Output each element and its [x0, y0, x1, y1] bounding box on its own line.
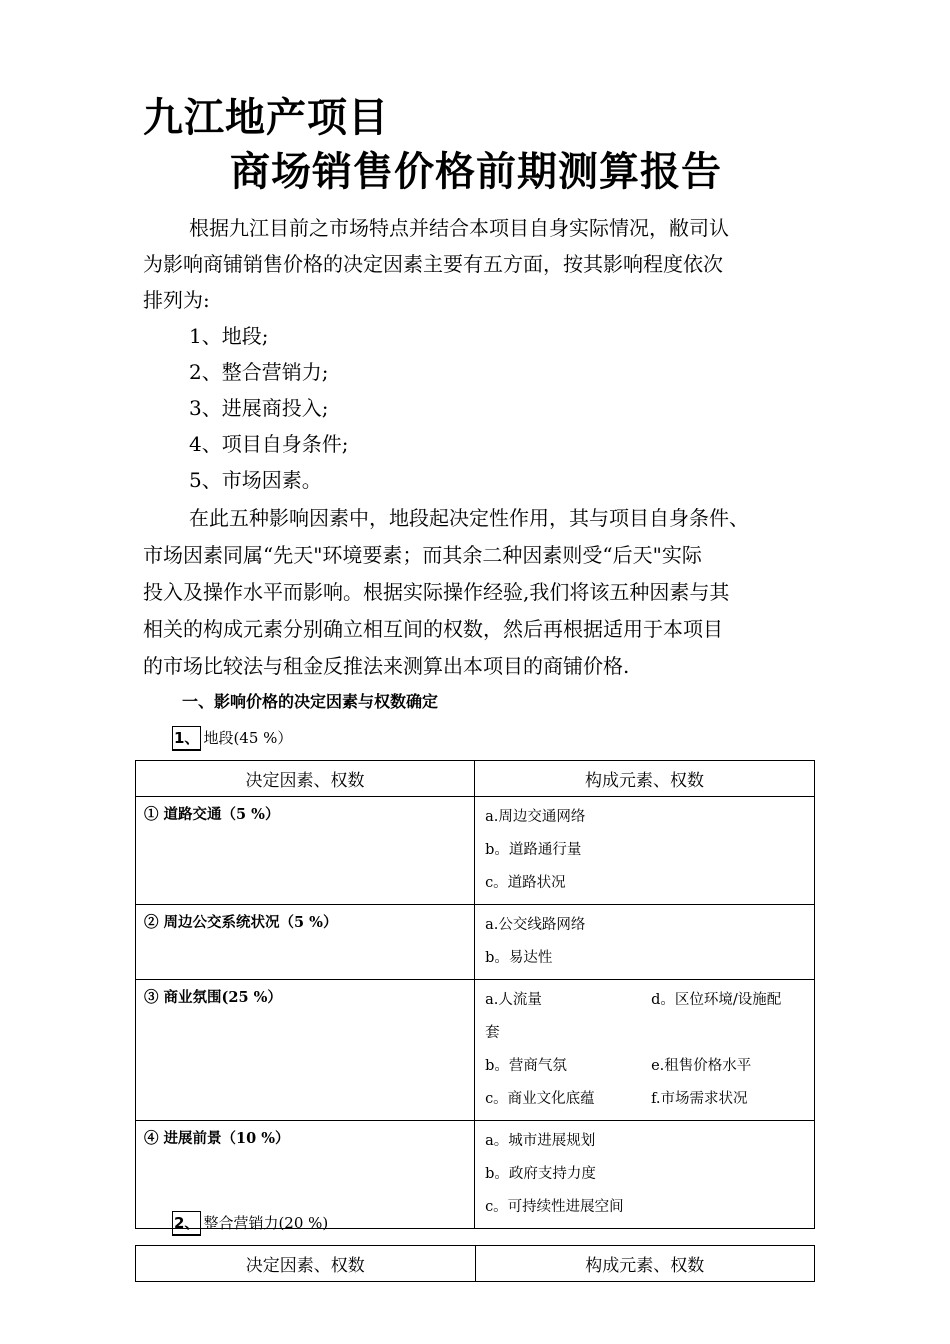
factor-cell	[136, 980, 475, 1121]
table-header-row	[136, 1246, 815, 1282]
element-pair	[485, 984, 804, 1017]
element-item: a。城市进展规划	[485, 1133, 596, 1149]
element-item: d。区位环境/设施配	[651, 992, 782, 1008]
element-item: b。道路通行量	[485, 842, 582, 858]
report-title-line2: 商场销售价格前期测算报告	[230, 149, 722, 195]
body-line-1: 在此五种影响因素中，地段起决定性作用，其与项目自身条件、	[189, 506, 749, 530]
element-item: a.人流量	[485, 992, 542, 1008]
factor-item: 5、市场因素。	[189, 468, 322, 492]
factor-cell	[136, 905, 475, 980]
table-row	[136, 905, 815, 980]
table-row	[136, 980, 815, 1121]
factor-cell	[136, 797, 475, 905]
factor-label: ② 周边公交系统状况（5 %）	[144, 914, 338, 931]
factor-item: 2、整合营销力;	[189, 360, 329, 384]
intro-line-2: 为影响商铺销售价格的决定因素主要有五方面，按其影响程度依次	[143, 252, 723, 276]
element-item: b。易达性	[485, 950, 553, 966]
marketing-factor-table	[135, 1245, 815, 1282]
factor-label: ③ 商业氛围(25 %）	[144, 989, 282, 1006]
factor-item: 4、项目自身条件;	[189, 432, 349, 456]
factor-label: ④ 进展前景（10 %）	[144, 1130, 290, 1147]
subheading-number: 1、	[172, 726, 201, 751]
element-item: b。政府支持力度	[485, 1166, 596, 1182]
factor-item: 1、地段;	[189, 324, 269, 348]
factor-item: 3、进展商投入;	[189, 396, 329, 420]
intro-line-3: 排列为:	[143, 288, 210, 312]
body-line-2: 市场因素同属“先天"环境要素；而其余二种因素则受“后天"实际	[143, 543, 702, 567]
body-line-3: 投入及操作水平而影响。根据实际操作经验,我们将该五种因素与其	[143, 580, 730, 604]
element-item: b。营商气氛	[485, 1058, 567, 1074]
element-item: a.周边交通网络	[485, 809, 586, 825]
element-item: a.公交线路网络	[485, 917, 586, 933]
body-line-4: 相关的构成元素分别确立相互间的权数，然后再根据适用于本项目	[143, 617, 723, 641]
subheading-location	[172, 726, 292, 751]
subheading-number: 2、	[172, 1211, 201, 1236]
header-factor: 决定因素、权数	[136, 761, 475, 797]
element-item: c。道路状况	[485, 875, 566, 891]
table-header-row	[136, 761, 815, 797]
header-elements: 构成元素、权数	[475, 1246, 815, 1282]
element-item: c。可持续性进展空间	[485, 1199, 624, 1215]
intro-line-1: 根据九江目前之市场特点并结合本项目自身实际情况，敝司认	[189, 216, 729, 240]
section-heading: 一、影响价格的决定因素与权数确定	[182, 692, 439, 711]
subheading-label: 整合营销力(20 %)	[203, 1214, 329, 1232]
elements-cell	[475, 980, 815, 1121]
element-item: f.市场需求状况	[651, 1091, 748, 1107]
subheading-marketing	[172, 1211, 328, 1236]
element-wrap-text: 套	[485, 1025, 500, 1041]
elements-cell	[475, 1121, 815, 1229]
table-row	[136, 797, 815, 905]
element-pair	[485, 1050, 804, 1083]
body-line-5: 的市场比较法与租金反推法来测算出本项目的商铺价格.	[143, 654, 630, 678]
header-factor: 决定因素、权数	[136, 1246, 476, 1282]
elements-cell	[475, 797, 815, 905]
element-pair	[485, 1083, 804, 1116]
subheading-label: 地段(45 %）	[203, 729, 293, 747]
element-item: e.租售价格水平	[651, 1058, 752, 1074]
factor-label: ① 道路交通（5 %）	[144, 806, 280, 823]
location-factor-table	[135, 760, 815, 1229]
header-elements: 构成元素、权数	[475, 761, 815, 797]
element-item: c。商业文化底蕴	[485, 1091, 595, 1107]
elements-cell	[475, 905, 815, 980]
report-title-line1: 九江地产项目	[143, 95, 389, 141]
